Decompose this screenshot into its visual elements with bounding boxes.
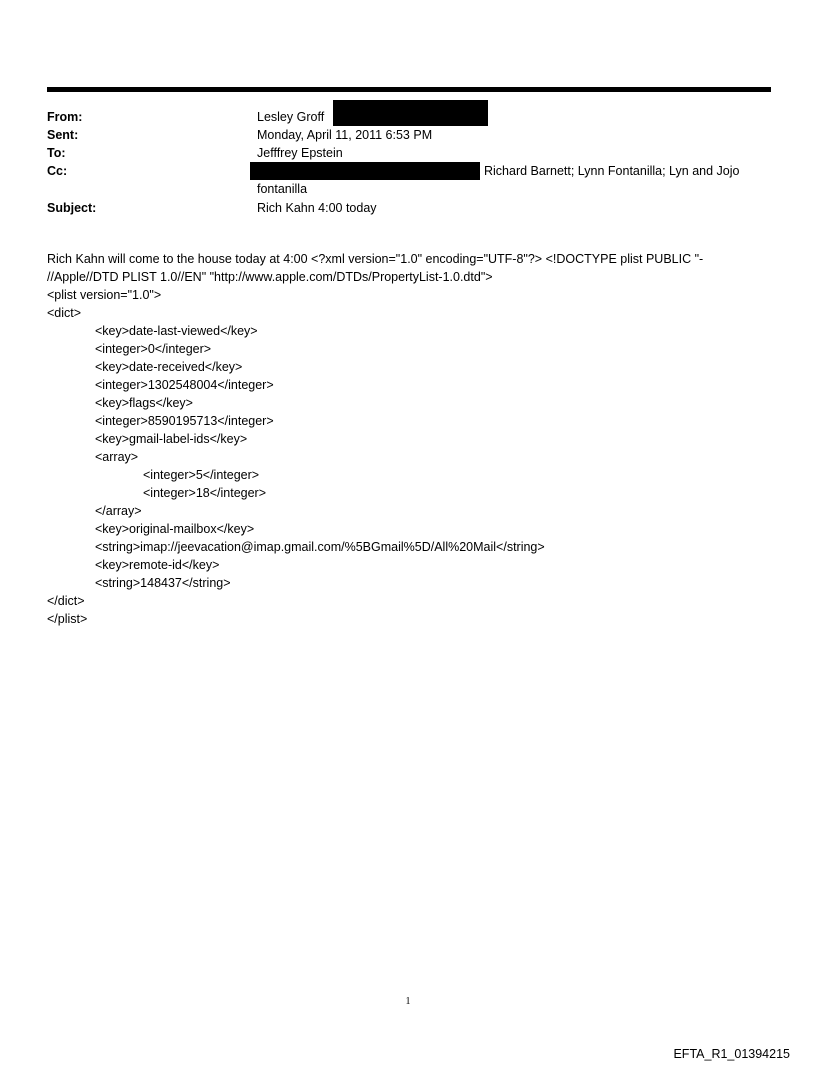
body-line: <key>original-mailbox</key> [95,522,255,536]
body-line: <dict> [47,306,82,320]
subject-label: Subject: [47,201,97,215]
body-line: <key>flags</key> [95,396,193,410]
to-label: To: [47,146,66,160]
body-line: <key>date-last-viewed</key> [95,324,258,338]
to-value: Jefffrey Epstein [257,146,343,160]
body-line: <integer>8590195713</integer> [95,414,274,428]
body-line: <key>remote-id</key> [95,558,220,572]
document-id: EFTA_R1_01394215 [673,1047,790,1061]
body-line: <key>gmail-label-ids</key> [95,432,248,446]
body-line: Rich Kahn will come to the house today at 4:00 <?xml version="1.0" encoding="UTF-8"?> <!DOCTYPE plist PUBLIC "- [47,252,704,266]
header-rule [47,87,771,92]
from-label: From: [47,110,83,124]
body-line: </plist> [47,612,88,626]
body-line: <string>148437</string> [95,576,231,590]
body-line: <integer>1302548004</integer> [95,378,274,392]
sent-value: Monday, April 11, 2011 6:53 PM [257,128,433,142]
cc-value: Richard Barnett; Lynn Fontanilla; Lyn and Jojo [484,164,740,178]
cc-value-continued: fontanilla [257,182,308,196]
subject-value: Rich Kahn 4:00 today [257,201,377,215]
sent-label: Sent: [47,128,79,142]
body-line: <key>date-received</key> [95,360,243,374]
body-line: <integer>0</integer> [95,342,212,356]
body-line: <integer>5</integer> [143,468,260,482]
body-line: //Apple//DTD PLIST 1.0//EN" "http://www.apple.com/DTDs/PropertyList-1.0.dtd"> [47,270,493,284]
redaction-box [250,162,480,180]
from-value: Lesley Groff [257,110,325,124]
body-line: <string>imap://jeevacation@imap.gmail.com/%5BGmail%5D/All%20Mail</string> [95,540,545,554]
body-line: </array> [95,504,142,518]
body-line: <plist version="1.0"> [47,288,162,302]
body-line: <array> [95,450,139,464]
body-line: </dict> [47,594,85,608]
page-number: 1 [405,996,411,1007]
body-line: <integer>18</integer> [143,486,267,500]
redaction-box [333,100,488,126]
email-body [47,250,772,628]
cc-label: Cc: [47,164,68,178]
